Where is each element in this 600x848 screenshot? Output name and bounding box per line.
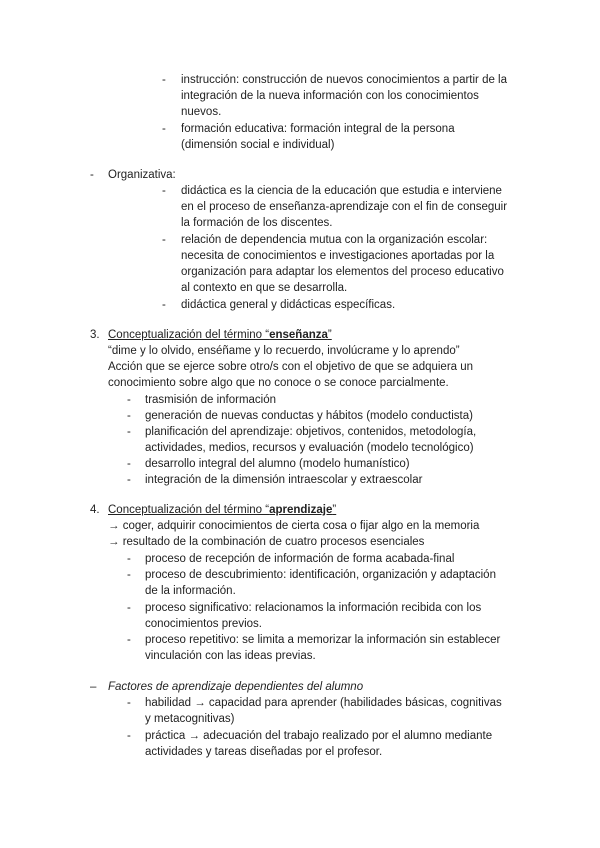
section-heading (108, 502, 336, 518)
list-item-line: organización para adaptar los elementos del proceso educativo (181, 266, 504, 278)
dash-marker: - (127, 474, 131, 486)
list-item-line: de la información. (145, 585, 236, 597)
list-item-line: actividades y tareas diseñadas por el profesor. (145, 746, 383, 758)
section-number: 4. (90, 504, 100, 516)
dash-marker: - (127, 697, 131, 709)
dash-marker: - (127, 569, 131, 581)
list-item-line: vinculación con las ideas previas. (145, 650, 316, 662)
list-item-line: nuevos. (181, 106, 222, 118)
list-item-line: en el proceso de enseñanza-aprendizaje con el fin de conseguir (181, 201, 508, 213)
quote-text: “dime y lo olvido, enséñame y lo recuerdo, involúcrame y lo aprendo” (108, 345, 460, 357)
list-item-line: desarrollo integral del alumno (modelo humanístico) (145, 458, 410, 470)
list-item-line: y metacognitivas) (145, 713, 235, 725)
heading-suffix: ” (327, 329, 332, 341)
list-item-line: relación de dependencia mutua con la organización escolar: (181, 234, 488, 246)
list-item-line: planificación del aprendizaje: objetivos, contenidos, metodología, (145, 426, 477, 438)
dash-marker: - (127, 634, 131, 646)
list-item-line: proceso significativo: relacionamos la información recibida con los (145, 602, 482, 614)
section-label: Organizativa: (108, 169, 176, 181)
dash-marker: - (162, 185, 166, 197)
section-number: 3. (90, 329, 100, 341)
dash-marker: - (162, 123, 166, 135)
heading-prefix: Conceptualización del término “ (108, 504, 270, 516)
list-item-line: la formación de los discentes. (181, 217, 333, 229)
list-item-line: práctica → adecuación del trabajo realizado por el alumno mediante (145, 730, 493, 742)
list-item-line: habilidad → capacidad para aprender (habilidades básicas, cognitivas (145, 697, 502, 709)
list-item-line: trasmisión de información (145, 394, 277, 406)
dash-marker: - (127, 410, 131, 422)
heading-suffix: ” (332, 504, 337, 516)
arrow-line: → resultado de la combinación de cuatro procesos esenciales (108, 536, 425, 548)
definition-line: Acción que se ejerce sobre otro/s con el objetivo de que se adquiera un (108, 361, 474, 373)
dash-marker: - (162, 299, 166, 311)
definition-line: conocimiento sobre algo que no conoce o se conoce parcialmente. (108, 377, 449, 389)
list-item-line: proceso de descubrimiento: identificación, organización y adaptación (145, 569, 496, 581)
heading-term: enseñanza (269, 329, 328, 341)
list-item-line: proceso de recepción de información de forma acabada-final (145, 553, 455, 565)
dash-marker: - (127, 602, 131, 614)
list-item-line: integración de la nueva información con los conocimientos (181, 90, 479, 102)
dash-marker: - (127, 426, 131, 438)
list-item-line: didáctica general y didácticas específicas. (181, 299, 396, 311)
list-item-line: didáctica es la ciencia de la educación que estudia e interviene (181, 185, 502, 197)
dash-marker: - (162, 74, 166, 86)
dash-marker: – (90, 681, 97, 693)
section-heading (108, 327, 332, 343)
list-item-line: instrucción: construcción de nuevos conocimientos a partir de la (181, 74, 508, 86)
dash-marker: - (127, 553, 131, 565)
dash-marker: - (162, 234, 166, 246)
list-item-line: generación de nuevas conductas y hábitos (modelo conductista) (145, 410, 473, 422)
list-item-line: (dimensión social e individual) (181, 139, 335, 151)
dash-marker: - (127, 730, 131, 742)
arrow-line: → coger, adquirir conocimientos de cierta cosa o fijar algo en la memoria (108, 520, 480, 532)
dash-marker: - (90, 169, 94, 181)
list-item-line: integración de la dimensión intraescolar y extraescolar (145, 474, 423, 486)
list-item-line: al contexto en que se desarrolla. (181, 282, 348, 294)
heading-prefix: Conceptualización del término “ (108, 329, 270, 341)
list-item-line: proceso repetitivo: se limita a memorizar la información sin establecer (145, 634, 501, 646)
dash-marker: - (127, 458, 131, 470)
heading-term: aprendizaje (269, 504, 333, 516)
dash-marker: - (127, 394, 131, 406)
list-item-line: conocimientos previos. (145, 618, 262, 630)
list-item-line: formación educativa: formación integral de la persona (181, 123, 455, 135)
list-item-line: actividades, medios, recursos y evaluación (modelo tecnológico) (145, 442, 474, 454)
section-label: Factores de aprendizaje dependientes del alumno (108, 681, 364, 693)
list-item-line: necesita de conocimientos e investigaciones aportadas por la (181, 250, 495, 262)
